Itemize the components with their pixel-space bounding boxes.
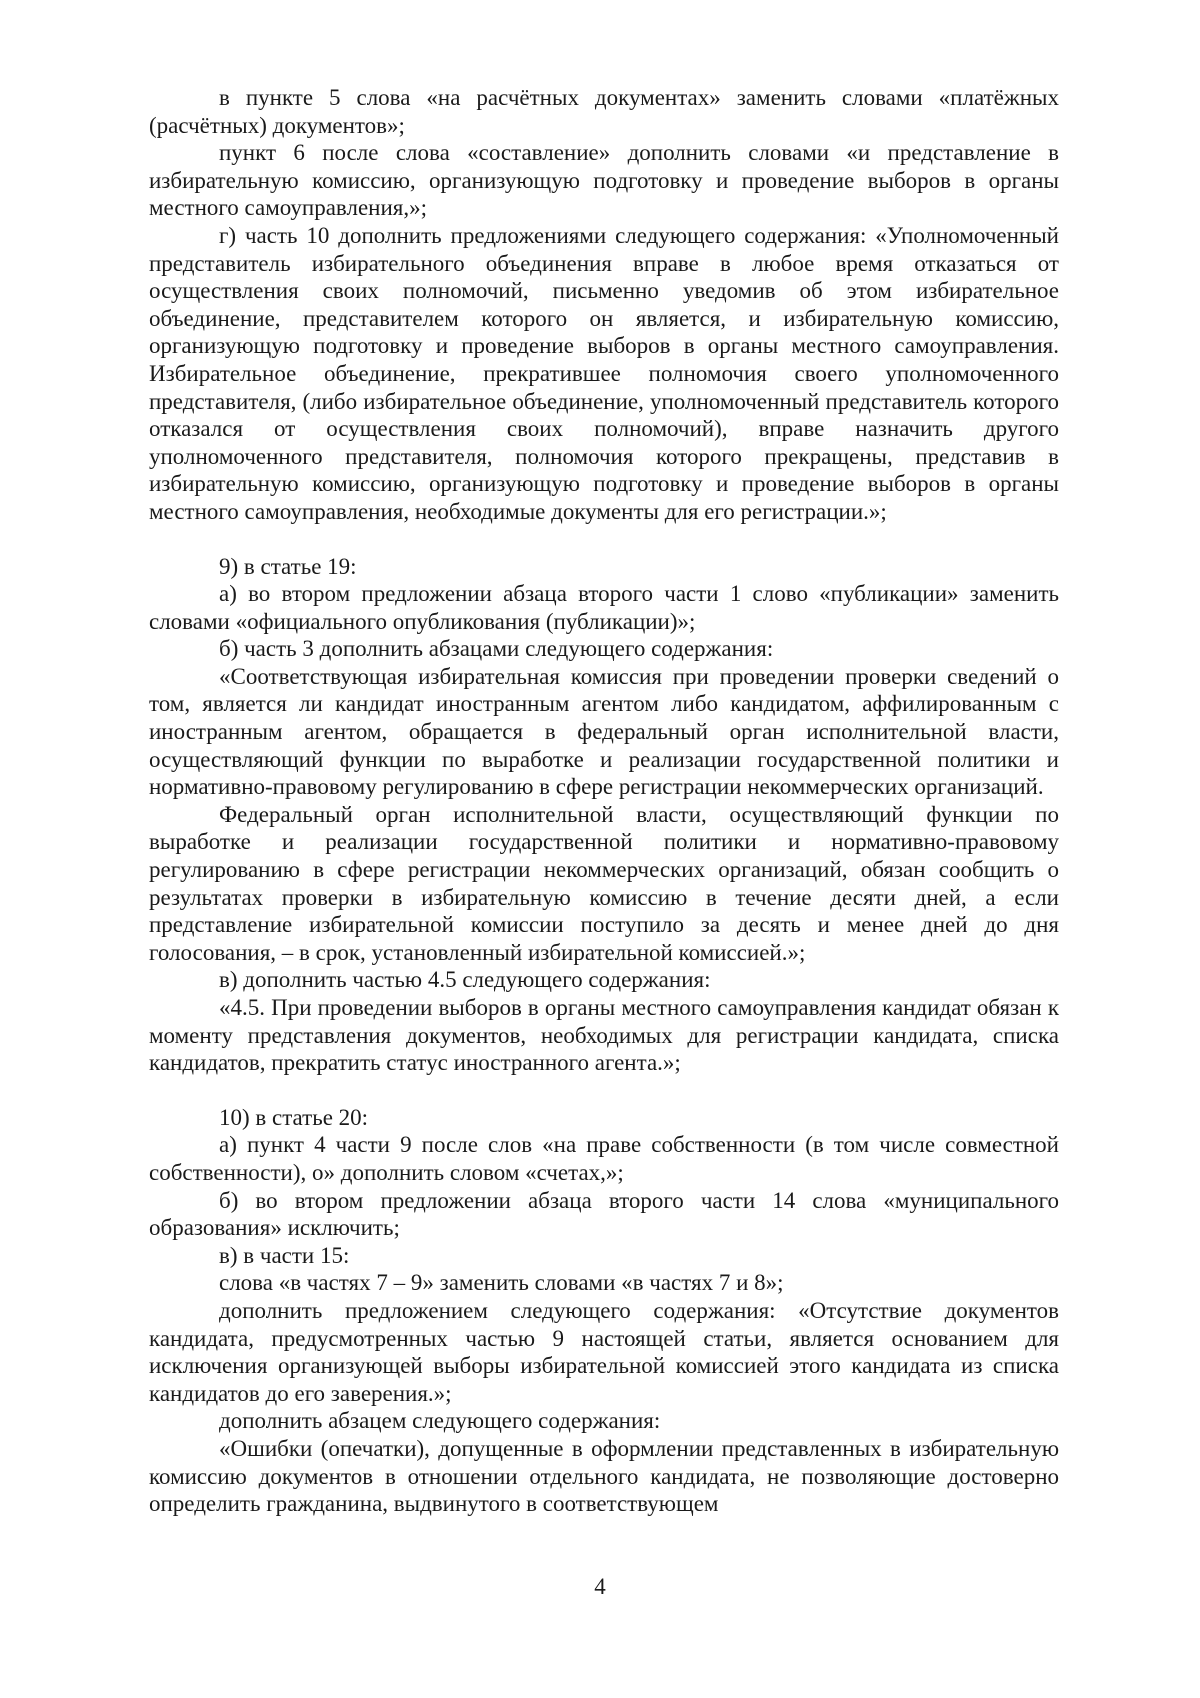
paragraph: б) часть 3 дополнить абзацами следующего содержания: — [219, 636, 774, 662]
paragraph: «Соответствующая избирательная комиссия при проведении проверки сведений о том, является ли кандидат иностранным агентом либо кандидатом, аффилированным с иностранным агентом, обращается в федеральный орган исполнительной власти, осуществляющий функции по выработке и реализации государственной политики и нормативно-правовому регулированию в сфере регистрации некоммерческих организаций. — [149, 663, 1059, 800]
paragraph: пункт 6 после слова «составление» дополнить словами «и представление в избирательную комиссию, организующую подготовку и проведение выборов в органы местного самоуправления,»; — [149, 140, 1059, 221]
paragraph: дополнить абзацем следующего содержания: — [219, 1408, 661, 1434]
paragraph: слова «в частях 7 – 9» заменить словами «в частях 7 и 8»; — [219, 1270, 784, 1296]
paragraph: в пункте 5 слова «на расчётных документах» заменить словами «платёжных (расчётных) документов»; — [149, 85, 1059, 138]
paragraph: «Ошибки (опечатки), допущенные в оформлении представленных в избирательную комиссию документов в отношении отдельного кандидата, не позволяющие достоверно определить гражданина, выдвинутого в соответствующем — [149, 1435, 1059, 1517]
paragraph: 10) в статье 20: — [219, 1104, 369, 1130]
paragraph: в) в части 15: — [219, 1242, 350, 1268]
paragraph: в) дополнить частью 4.5 следующего содержания: — [219, 967, 711, 993]
document-body — [149, 84, 1059, 1518]
paragraph: «4.5. При проведении выборов в органы местного самоуправления кандидат обязан к моменту представления документов, необходимых для регистрации кандидата, списка кандидатов, прекратить статус иностранного агента.»; — [149, 995, 1059, 1076]
paragraph: 9) в статье 19: — [219, 553, 357, 579]
paragraph: дополнить предложением следующего содержания: «Отсутствие документов кандидата, предусмотренных частью 9 настоящей статьи, является основанием для исключения организующей выборы избирательной комиссией этого кандидата из списка кандидатов до его заверения.»; — [149, 1297, 1059, 1406]
paragraph: Федеральный орган исполнительной власти, осуществляющий функции по выработке и реализации государственной политики и нормативно-правовому регулированию в сфере регистрации некоммерческих организаций, обязан сообщить о результатах проверки в избирательную комиссию в течение десяти дней, а если представление избирательной комиссии поступило за десять и менее дней до дня голосования, – в срок, установленный избирательной комиссией.»; — [149, 801, 1059, 965]
page-number: 4 — [594, 1574, 606, 1599]
paragraph: г) часть 10 дополнить предложениями следующего содержания: «Уполномоченный представитель избирательного объединения вправе в любое время отказаться от осуществления своих полномочий, письменно уведомив об этом избирательное объединение, представителем которого он является, и избирательную комиссию, организующую подготовку и проведение выборов в органы местного самоуправления. Избирательное объединение, прекратившее полномочия своего уполномоченного представителя, (либо избирательное объединение, уполномоченный представитель которого отказался от осуществления своих полномочий), вправе назначить другого уполномоченного представителя, полномочия которого прекращены, представив в избирательную комиссию, организующую подготовку и проведение выборов в органы местного самоуправления, необходимые документы для его регистрации.»; — [149, 222, 1059, 524]
paragraph: а) пункт 4 части 9 после слов «на праве собственности (в том числе совместной собственности), о» дополнить словом «счетах,»; — [149, 1132, 1059, 1185]
paragraph: а) во втором предложении абзаца второго части 1 слово «публикации» заменить словами «официального опубликования (публикации)»; — [149, 581, 1059, 634]
paragraph: б) во втором предложении абзаца второго части 14 слова «муниципального образования» исключить; — [149, 1187, 1059, 1241]
